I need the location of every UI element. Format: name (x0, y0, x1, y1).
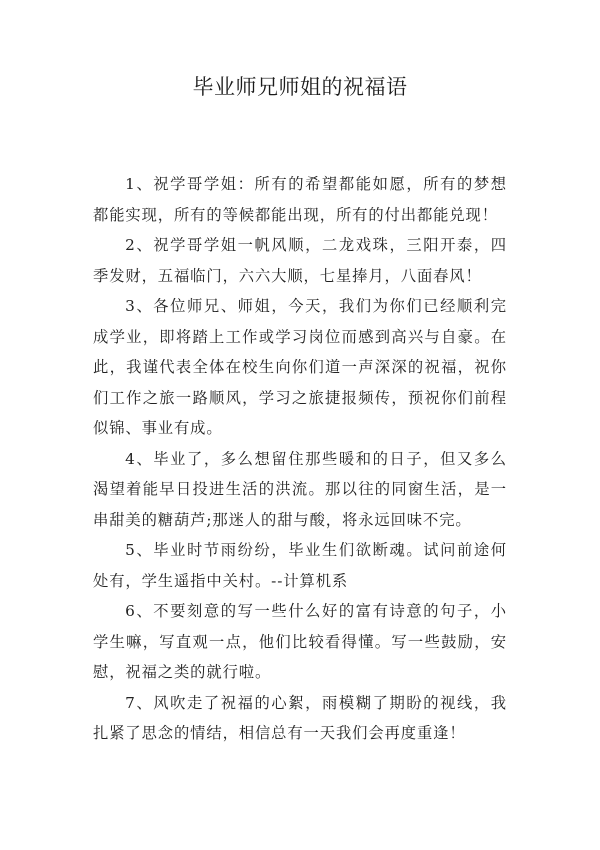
paragraph-3: 3、各位师兄、师姐，今天，我们为你们已经顺利完成学业，即将踏上工作或学习岗位而感到高兴与自豪。在此，我谨代表全体在校生向你们道一声深深的祝福，祝你们工作之旅一路顺风，学习之旅捷报频传，预祝你们前程似锦、事业有成。 (93, 297, 507, 437)
paragraph-2: 2、祝学哥学姐一帆风顺，二龙戏珠，三阳开泰，四季发财，五福临门，六六大顺，七星捧月，八面春风！ (93, 236, 507, 285)
paragraph-6: 6、不要刻意的写一些什么好的富有诗意的句子，小学生嘛，写直观一点，他们比较看得懂。写一些鼓励，安慰，祝福之类的就行啦。 (93, 602, 507, 681)
document-title: 毕业师兄师姐的祝福语 (192, 75, 408, 99)
paragraph-5: 5、毕业时节雨纷纷，毕业生们欲断魂。试问前途何处有，学生遥指中关村。--计算机系 (93, 541, 507, 590)
paragraph-4: 4、毕业了，多么想留住那些暖和的日子，但又多么渴望着能早日投进生活的洪流。那以往的同窗生活，是一串甜美的糖葫芦;那迷人的甜与酸，将永远回味不完。 (93, 449, 507, 529)
document-body (93, 169, 507, 749)
paragraph-7: 7、风吹走了祝福的心絮，雨模糊了期盼的视线，我扎紧了思念的情结，相信总有一天我们会再度重逢！ (93, 693, 507, 742)
paragraph-1: 1、祝学哥学姐：所有的希望都能如愿，所有的梦想都能实现，所有的等候都能出现，所有的付出都能兑现！ (93, 175, 507, 224)
